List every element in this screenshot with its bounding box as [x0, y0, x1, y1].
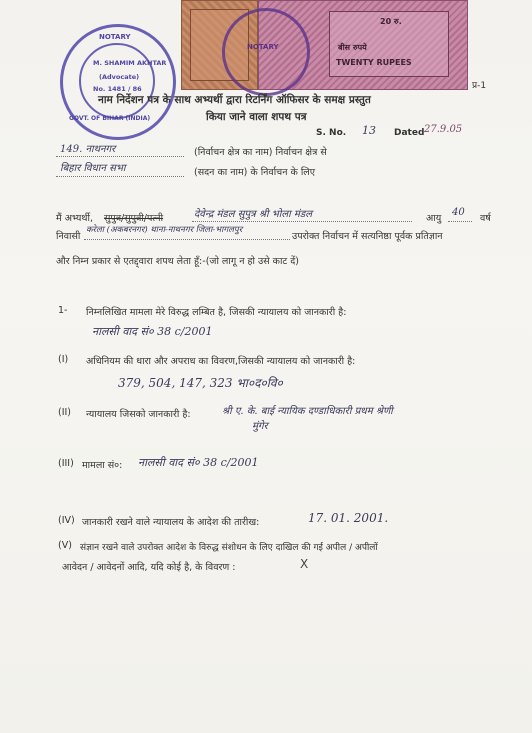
stamp-english-label: TWENTY RUPEES	[336, 58, 412, 67]
header-line2: किया जाने वाला शपथ पत्र	[206, 111, 307, 123]
notary-seal-role: (Advocate)	[99, 73, 140, 81]
round-seal-text: NOTARY	[247, 43, 279, 51]
notary-seal	[60, 24, 176, 140]
item-ii-value: श्री ए. के. बाई न्यायिक दण्डाधिकारी प्रथम श्रेणी	[222, 406, 393, 417]
item-iv-label: जानकारी रखने वाले न्यायालय के आदेश की तारीख:	[82, 517, 260, 528]
item-v-line1: संज्ञान रखने वाले उपरोक्त आदेश के विरुद्ध संशोधन के लिए दाखिल की गई अपील / अपीलों	[80, 543, 378, 553]
house-underline	[56, 176, 184, 177]
notary-seal-name: M. SHAMIM AKHTAR	[93, 59, 167, 67]
dated-label: Dated	[394, 128, 425, 138]
house-value: बिहार विधान सभा	[60, 163, 126, 174]
header-line1: नाम निर्देशन पत्र के साथ अभ्यर्थी द्वारा रिटर्निंग ऑफिसर के समक्ष प्रस्तुत	[98, 94, 371, 106]
item-ii-label: न्यायालय जिसको जानकारी है:	[86, 409, 191, 420]
item-i-num: (I)	[58, 354, 69, 365]
item-v-num: (V)	[58, 540, 72, 551]
constituency-value: 149. नाथनगर	[60, 144, 116, 155]
sno-label: S. No.	[316, 128, 347, 138]
item-iv-num: (IV)	[58, 515, 75, 526]
declaration-intro: मैं अभ्यर्थी,	[56, 213, 93, 224]
constituency-underline	[56, 156, 184, 157]
age-value: 40	[452, 207, 465, 218]
item-v-cross-mark: X	[300, 557, 309, 571]
stamp-value: 20 रु.	[380, 17, 402, 26]
notary-seal-bottom: GOVT. OF BIHAR (INDIA)	[69, 115, 151, 122]
section1-num: 1-	[58, 305, 68, 316]
section1-value: नालसी वाद सं० 38 c/2001	[92, 325, 213, 338]
address-value: करेला (अकबरनगर) थाना-नाथनगर जिला-भागलपुर	[86, 225, 243, 235]
notary-seal-inner-ring	[79, 43, 155, 119]
years-label: वर्ष	[480, 213, 491, 224]
constituency-label: (निर्वाचन क्षेत्र का नाम) निर्वाचन क्षेत्र से	[194, 147, 327, 158]
dated-value: 27.9.05	[424, 124, 463, 135]
item-ii-value2: मुंगेर	[252, 421, 268, 432]
house-label: (सदन का नाम) के निर्वाचन के लिए	[194, 167, 315, 178]
item-iii-num: (III)	[58, 458, 74, 469]
round-seal	[222, 8, 310, 96]
item-i-text: अधिनियम की धारा और अपराध का विवरण,जिसकी न्यायालय को जानकारी है:	[86, 356, 356, 367]
item-iii-value: नालसी वाद सं० 38 c/2001	[138, 456, 259, 469]
candidate-name: देवेन्द्र मंडल सुपुत्र श्री भोला मंडल	[194, 209, 313, 220]
item-iv-value: 17. 01. 2001.	[308, 511, 389, 525]
stamp-center-panel	[329, 11, 449, 77]
item-iii-label: मामला सं०:	[82, 460, 123, 471]
address-underline	[84, 239, 290, 240]
corner-mark: प्र-1	[472, 81, 487, 91]
item-v-line2: आवेदन / आवेदनों आदि, यदि कोई है, के विवरण :	[62, 562, 236, 573]
notary-seal-top: NOTARY	[99, 33, 131, 41]
notary-seal-reg: No. 1481 / 86	[93, 85, 142, 93]
item-i-value: 379, 504, 147, 323 भा०द०वि०	[118, 376, 283, 390]
name-underline	[192, 221, 412, 222]
resident-label: निवासी	[56, 231, 81, 242]
sno-value: 13	[362, 124, 376, 137]
item-ii-num: (II)	[58, 407, 72, 418]
resident-suffix: उपरोक्त निर्वाचन में सत्यनिष्ठा पूर्वक प्रतिज्ञान	[292, 231, 443, 242]
stamp-hindi-label: बीस रुपये	[338, 43, 367, 52]
age-label: आयु	[426, 213, 442, 224]
declaration-options: सुपुत्र/सुपुत्री/पत्नी	[104, 213, 164, 224]
age-underline	[448, 221, 472, 222]
section1-text: निम्नलिखित मामला मेरे विरुद्ध लम्बित है, जिसकी न्यायालय को जानकारी है:	[86, 307, 347, 318]
declaration-line3: और निम्न प्रकार से एतद्द्वारा शपथ लेता हूँ:-(जो लागू न हो उसे काट दें)	[56, 256, 299, 267]
